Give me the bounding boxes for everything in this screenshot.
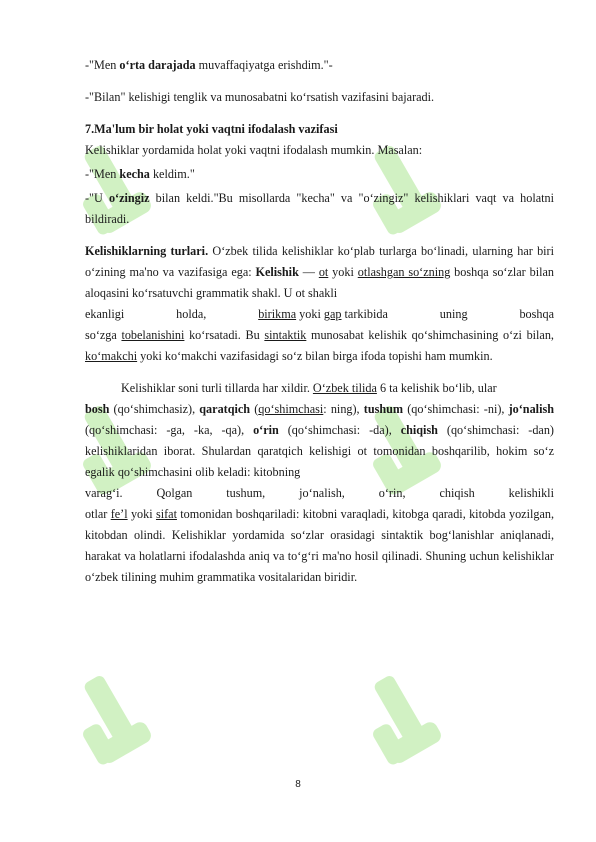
spread-line (85, 483, 554, 504)
bold-term: chiqish (400, 423, 438, 437)
word: chiqish (439, 486, 475, 500)
turlari-continued (85, 325, 554, 367)
text: (qo‘shimchasi: -ga, -ka, -qa), (85, 423, 254, 437)
word: Qolgan (156, 486, 193, 500)
bold-text: o‘rta darajada (119, 58, 196, 72)
text: keldim." (149, 167, 195, 181)
bold-term: o‘rin (253, 423, 279, 437)
link-fel[interactable]: fe’l (110, 507, 128, 521)
example-line-1 (85, 55, 554, 76)
document-body (85, 55, 554, 588)
word: varag‘i. (85, 486, 123, 500)
text: -"U (85, 191, 109, 205)
word: boshqa (519, 307, 554, 321)
bold-term: Kelishik (255, 265, 299, 279)
text: — (298, 265, 319, 279)
paragraph-title: Kelishiklarning turlari. (85, 244, 209, 258)
text: ( (250, 402, 259, 416)
word: tushum, (226, 486, 266, 500)
spread-line (85, 304, 554, 325)
link-sifat[interactable]: sifat (155, 507, 177, 521)
text: tomonidan boshqariladi: kitobni varaqladi, kitobga qaradi, kitobda yozilgan, kitobdan olindi. Kelishiklar yordamida so‘zlar orasidagi sintaktik bog‘lanishlar aniqlanadi, harakat va holatlarni ifodalashda aniq va to‘g‘ri ma'no hosil qilinadi. Shuning uchun kelishiklar o‘zbek tilining muhim grammatika vositalaridan biridir. (85, 507, 554, 584)
soni-continued (85, 504, 554, 588)
link-komakchi[interactable]: ko‘makchi (85, 349, 138, 363)
text: so‘zga (85, 328, 122, 342)
bold-text: o‘zingiz (108, 191, 150, 205)
text: yoki ko‘makchi vazifasidagi so‘z bilan birga ifoda topishi ham mumkin. (137, 349, 493, 363)
example-line-2: -"Bilan" kelishigi tenglik va munosabatni ko‘rsatish vazifasini bajaradi. (85, 90, 435, 104)
text: : ning), (323, 402, 364, 416)
text: -"Men (85, 58, 120, 72)
link-birikma[interactable]: birikma (258, 307, 297, 321)
text: 6 ta kelishik bo‘lib, ular (376, 381, 497, 395)
link-ozbek-tili[interactable]: O‘zbek tilida (312, 381, 377, 395)
word: tarkibida (344, 307, 388, 321)
link-gap[interactable]: gap (323, 307, 342, 321)
text: -"Men (85, 167, 120, 181)
text: otlar (85, 507, 111, 521)
bold-term: bosh (85, 402, 110, 416)
word: ekanligi (85, 307, 125, 321)
word: jo‘nalish, (299, 486, 345, 500)
bold-text: kecha (119, 167, 150, 181)
example-line-3 (85, 164, 554, 185)
page-number: 8 (295, 779, 301, 790)
section-7-intro: Kelishiklar yordamida holat yoki vaqtni ifodalash mumkin. Masalan: (85, 143, 423, 157)
watermark-logo-5 (78, 670, 168, 780)
text: (qo‘shimchasi: -dan) kelishiklaridan iborat. Shulardan qaratqich kelishigi ot tomonidan boshqarilib, hokim so‘z egalik qo‘shimchasini olib keladi: kitobning (85, 423, 554, 479)
word: o‘rin, (378, 486, 406, 500)
text: muvaffaqiyatga erishdim."- (195, 58, 333, 72)
text: ko‘rsatadi. Bu (184, 328, 265, 342)
section-heading-7: 7.Ma'lum bir holat yoki vaqtni ifodalash vazifasi (85, 122, 338, 136)
text: (qo‘shimchasi: -ni), (403, 402, 509, 416)
soni-cases (85, 399, 554, 483)
word: kelishikli (508, 486, 554, 500)
text: (qo‘shimchasiz), (109, 402, 200, 416)
text: boshqa so‘zlar bilan aloqasini ko‘rsatuvchi grammatik shakl. U ot shakli (85, 265, 554, 300)
text: yoki (328, 265, 358, 279)
word: yoki (299, 307, 321, 321)
bold-term: tushum (363, 402, 404, 416)
example-line-4 (85, 188, 554, 230)
text: Kelishiklar soni turli tillarda har xildir. (121, 381, 313, 395)
text: (qo‘shimchasi: -da), (278, 423, 401, 437)
link-tobelanishini[interactable]: tobelanishini (121, 328, 185, 342)
turlari-paragraph (85, 241, 554, 304)
link-qoshimchasi[interactable]: qo‘shimchasi (258, 402, 324, 416)
soni-paragraph (85, 378, 554, 399)
bold-term: jo‘nalish (508, 402, 554, 416)
watermark-logo-6 (368, 670, 458, 780)
word: holda, (176, 307, 207, 321)
text: O‘zbek tilida kelishiklar ko‘plab turlarga bo‘linadi, ularning har biri o‘zining ma'no va vazifasiga ega: (85, 244, 554, 279)
text: yoki (127, 507, 156, 521)
link-ot[interactable]: ot (318, 265, 329, 279)
text: munosabat kelishik qo‘shimchasining o‘zi bilan, (306, 328, 554, 342)
word: uning (439, 307, 468, 321)
link-otlashgan[interactable]: otlashgan so‘zning (357, 265, 451, 279)
link-sintaktik[interactable]: sintaktik (264, 328, 307, 342)
bold-term: qaratqich (199, 402, 251, 416)
text: bilan keldi."Bu misollarda "kecha" va "o‘zingiz" kelishiklari vaqt va holatni bildiradi. (85, 191, 554, 226)
word-group (258, 304, 388, 325)
